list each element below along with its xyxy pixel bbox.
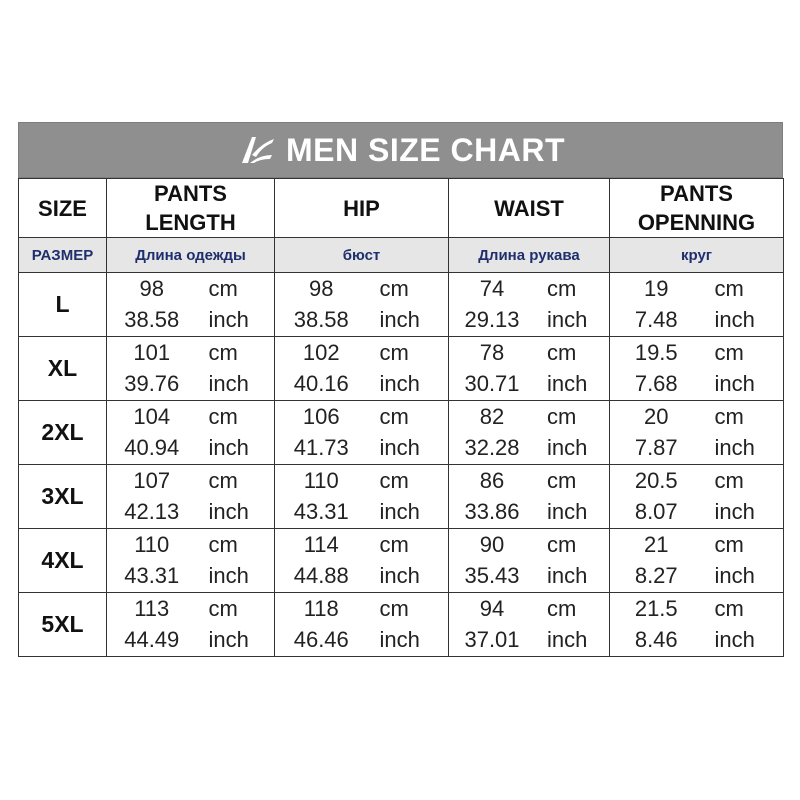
inch-value: 7.68	[634, 371, 678, 397]
cm-unit: cm	[208, 531, 238, 557]
table-body	[19, 273, 784, 657]
measurement-cell	[107, 593, 275, 657]
cm-unit: cm	[714, 531, 744, 557]
measurement-cell	[610, 401, 784, 465]
cm-unit: cm	[714, 339, 744, 365]
inch-value: 40.16	[293, 371, 349, 397]
inch-value: 32.28	[464, 435, 520, 461]
column-header-4	[449, 179, 610, 238]
cm-unit: cm	[208, 467, 238, 493]
measurement-cell	[449, 337, 610, 401]
cm-value: 113	[134, 595, 170, 621]
cm-unit: cm	[208, 595, 238, 621]
cm-value: 98	[139, 275, 164, 301]
chart-title: MEN SIZE CHART	[286, 131, 565, 168]
cm-value: 98	[309, 275, 334, 301]
cm-value: 90	[479, 531, 505, 557]
cm-value: 21.5	[634, 595, 678, 621]
cm-value: 82	[479, 403, 505, 429]
inch-unit: inch	[379, 307, 420, 333]
cm-value: 110	[303, 467, 339, 493]
measurement-cell	[107, 529, 275, 593]
inch-value: 41.73	[293, 435, 349, 461]
size-table	[18, 178, 784, 657]
size-cell: 3XL	[19, 465, 107, 529]
inch-unit: inch	[714, 307, 755, 333]
inch-value: 39.76	[124, 371, 180, 397]
cm-value: 114	[303, 531, 339, 557]
cm-unit: cm	[714, 467, 744, 493]
table-row	[19, 593, 784, 657]
cm-unit: cm	[547, 339, 577, 365]
subheader-cell-4: Длина рукава	[449, 238, 610, 273]
table-row	[19, 337, 784, 401]
cm-unit: cm	[379, 467, 409, 493]
size-cell: XL	[19, 337, 107, 401]
inch-unit: inch	[714, 371, 755, 397]
measurement-cell	[610, 593, 784, 657]
inch-value: 42.13	[124, 499, 180, 525]
inch-value: 43.31	[124, 563, 180, 589]
cm-unit: cm	[547, 595, 577, 621]
size-cell: 4XL	[19, 529, 107, 593]
size-cell: 5XL	[19, 593, 107, 657]
cm-value: 20	[644, 403, 669, 429]
measurement-cell	[610, 273, 784, 337]
measurement-cell	[107, 273, 275, 337]
inch-value: 7.87	[634, 435, 678, 461]
cm-value: 19.5	[634, 339, 678, 365]
cm-value: 94	[479, 595, 505, 621]
inch-value: 44.88	[293, 563, 349, 589]
header-row	[19, 179, 784, 238]
size-cell: L	[19, 273, 107, 337]
cm-value: 74	[479, 275, 505, 301]
cm-value: 78	[479, 339, 505, 365]
inch-unit: inch	[547, 499, 588, 525]
measurement-cell	[275, 401, 449, 465]
subheader-cell-5: круг	[610, 238, 784, 273]
cm-value: 107	[133, 467, 171, 493]
cm-value: 110	[134, 531, 170, 557]
inch-unit: inch	[208, 499, 249, 525]
inch-value: 40.94	[124, 435, 180, 461]
column-header-line: HIP	[343, 195, 380, 221]
inch-unit: inch	[208, 563, 249, 589]
cm-value: 102	[302, 339, 340, 365]
measurement-cell	[449, 401, 610, 465]
inch-value: 8.46	[634, 627, 678, 653]
cm-unit: cm	[379, 339, 409, 365]
inch-value: 33.86	[464, 499, 520, 525]
inch-unit: inch	[379, 435, 420, 461]
inch-unit: inch	[379, 627, 420, 653]
cm-unit: cm	[547, 403, 577, 429]
inch-unit: inch	[547, 307, 588, 333]
inch-unit: inch	[547, 627, 588, 653]
size-cell: 2XL	[19, 401, 107, 465]
inch-value: 8.27	[634, 563, 678, 589]
cm-unit: cm	[208, 403, 238, 429]
measurement-cell	[610, 337, 784, 401]
column-header-3	[275, 179, 449, 238]
column-header-5	[610, 179, 784, 238]
measurement-cell	[107, 401, 275, 465]
inch-value: 37.01	[464, 627, 520, 653]
measurement-cell	[275, 593, 449, 657]
inch-unit: inch	[547, 435, 588, 461]
inch-unit: inch	[208, 371, 249, 397]
table-row	[19, 273, 784, 337]
cm-unit: cm	[547, 467, 577, 493]
subheader-cell-2: Длина одежды	[107, 238, 275, 273]
subheader-cell-1: РАЗМЕР	[19, 238, 107, 273]
column-header-line: PANTS	[660, 181, 733, 206]
inch-value: 30.71	[464, 371, 520, 397]
table-row	[19, 401, 784, 465]
inch-unit: inch	[714, 499, 755, 525]
measurement-cell	[275, 337, 449, 401]
subheader-cell-3: бюст	[275, 238, 449, 273]
cm-unit: cm	[208, 339, 238, 365]
measurement-cell	[449, 273, 610, 337]
cm-value: 104	[133, 403, 171, 429]
cm-unit: cm	[379, 595, 409, 621]
cm-unit: cm	[379, 275, 409, 301]
measurement-cell	[610, 529, 784, 593]
cm-unit: cm	[547, 531, 577, 557]
cm-value: 118	[303, 595, 339, 621]
measurement-cell	[449, 465, 610, 529]
column-header-line: LENGTH	[145, 210, 236, 235]
inch-unit: inch	[208, 307, 249, 333]
cm-value: 20.5	[634, 467, 678, 493]
column-header-line: WAIST	[494, 195, 564, 221]
inch-value: 44.49	[124, 627, 180, 653]
inch-unit: inch	[379, 499, 420, 525]
inch-unit: inch	[208, 435, 249, 461]
cm-unit: cm	[379, 403, 409, 429]
inch-value: 43.31	[293, 499, 349, 525]
inch-value: 38.58	[124, 307, 180, 333]
cm-unit: cm	[208, 275, 238, 301]
brand-logo-icon	[236, 133, 276, 167]
inch-unit: inch	[547, 563, 588, 589]
inch-value: 35.43	[464, 563, 520, 589]
measurement-cell	[107, 337, 275, 401]
inch-unit: inch	[208, 627, 249, 653]
column-header-2	[107, 179, 275, 238]
measurement-cell	[275, 529, 449, 593]
cm-value: 86	[479, 467, 505, 493]
inch-unit: inch	[714, 563, 755, 589]
column-header-line: OPENNING	[637, 210, 756, 235]
size-chart	[18, 122, 783, 657]
column-header-line: SIZE	[38, 195, 87, 221]
measurement-cell	[449, 593, 610, 657]
inch-value: 29.13	[464, 307, 520, 333]
inch-unit: inch	[379, 563, 420, 589]
inch-value: 46.46	[293, 627, 349, 653]
inch-unit: inch	[547, 371, 588, 397]
cm-unit: cm	[714, 275, 744, 301]
title-bar	[18, 122, 783, 178]
measurement-cell	[275, 273, 449, 337]
column-header-1	[19, 179, 107, 238]
cm-value: 101	[133, 339, 171, 365]
cm-unit: cm	[714, 595, 744, 621]
inch-unit: inch	[379, 371, 420, 397]
cm-unit: cm	[714, 403, 744, 429]
cm-value: 19	[644, 275, 669, 301]
cm-unit: cm	[547, 275, 577, 301]
table-row	[19, 465, 784, 529]
cm-unit: cm	[379, 531, 409, 557]
cm-value: 21	[644, 531, 669, 557]
cm-value: 106	[302, 403, 340, 429]
measurement-cell	[107, 465, 275, 529]
subheader-row	[19, 238, 784, 273]
inch-value: 8.07	[634, 499, 678, 525]
inch-value: 7.48	[634, 307, 678, 333]
inch-value: 38.58	[293, 307, 349, 333]
measurement-cell	[275, 465, 449, 529]
table-row	[19, 529, 784, 593]
inch-unit: inch	[714, 435, 755, 461]
measurement-cell	[610, 465, 784, 529]
column-header-line: PANTS	[154, 181, 227, 206]
measurement-cell	[449, 529, 610, 593]
inch-unit: inch	[714, 627, 755, 653]
